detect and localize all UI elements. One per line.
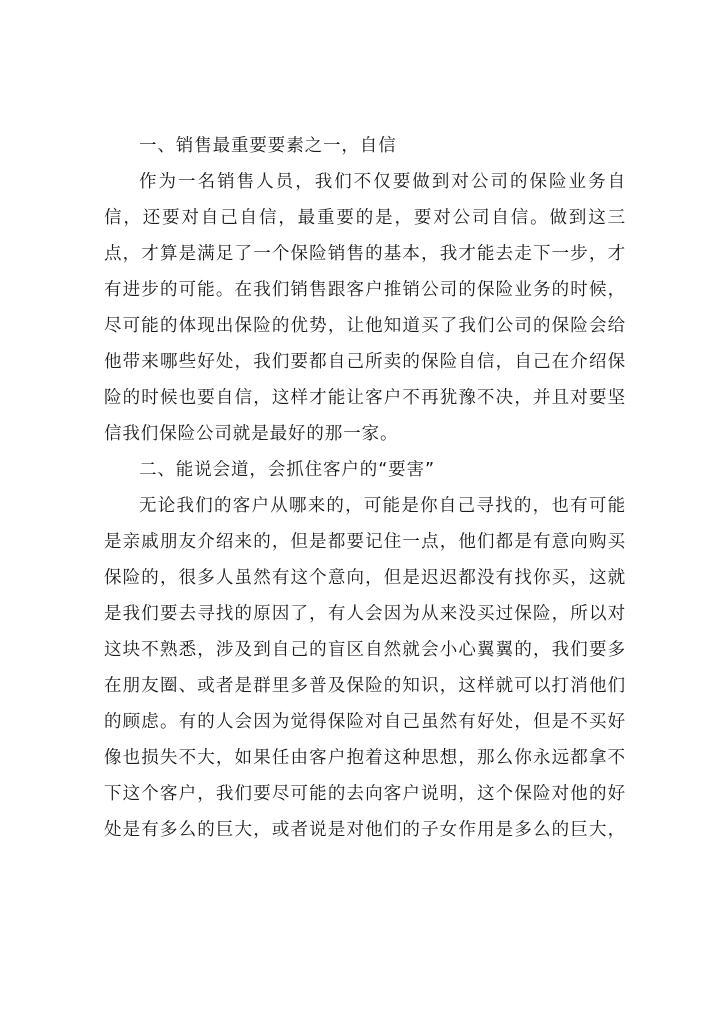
section-heading-2: 二、能说会道，会抓住客户的“要害” (139, 460, 435, 480)
paragraph-line: 这块不熟悉，涉及到自己的盲区自然就会小心翼翼的，我们要多 (104, 640, 626, 660)
paragraph-line: 他带来哪些好处，我们要都自己所卖的保险自信，自己在介绍保 (104, 352, 626, 372)
paragraph-line: 处是有多么的巨大，或者说是对他们的子女作用是多么的巨大， (104, 820, 626, 840)
section-heading-1: 一、销售最重要要素之一，自信 (139, 136, 397, 156)
paragraph-line: 信我们保险公司就是最好的那一家。 (104, 424, 399, 444)
document-body (104, 128, 626, 848)
paragraph-line: 信，还要对自己自信，最重要的是，要对公司自信。做到这三 (104, 208, 626, 228)
paragraph-line: 保险的，很多人虽然有这个意向，但是迟迟都没有找你买，这就 (104, 568, 626, 588)
paragraph-line: 险的时候也要自信，这样才能让客户不再犹豫不决，并且对要坚 (104, 388, 626, 408)
paragraph-line: 是亲戚朋友介绍来的，但是都要记住一点，他们都是有意向购买 (104, 532, 626, 552)
paragraph-line: 点，才算是满足了一个保险销售的基本，我才能去走下一步，才 (104, 244, 626, 264)
paragraph-line: 无论我们的客户从哪来的，可能是你自己寻找的，也有可能 (139, 496, 626, 516)
paragraph-line: 下这个客户，我们要尽可能的去向客户说明，这个保险对他的好 (104, 784, 626, 804)
paragraph-line: 在朋友圈、或者是群里多普及保险的知识，这样就可以打消他们 (104, 676, 626, 696)
paragraph-line: 尽可能的体现出保险的优势，让他知道买了我们公司的保险会给 (104, 316, 626, 336)
paragraph-line: 作为一名销售人员，我们不仅要做到对公司的保险业务自 (139, 172, 626, 192)
paragraph-line: 的顾虑。有的人会因为觉得保险对自己虽然有好处，但是不买好 (104, 712, 626, 732)
paragraph-line: 有进步的可能。在我们销售跟客户推销公司的保险业务的时候， (104, 280, 626, 300)
paragraph-line: 是我们要去寻找的原因了，有人会因为从来没买过保险，所以对 (104, 604, 626, 624)
paragraph-line: 像也损失不大，如果任由客户抱着这种思想，那么你永远都拿不 (104, 748, 626, 768)
